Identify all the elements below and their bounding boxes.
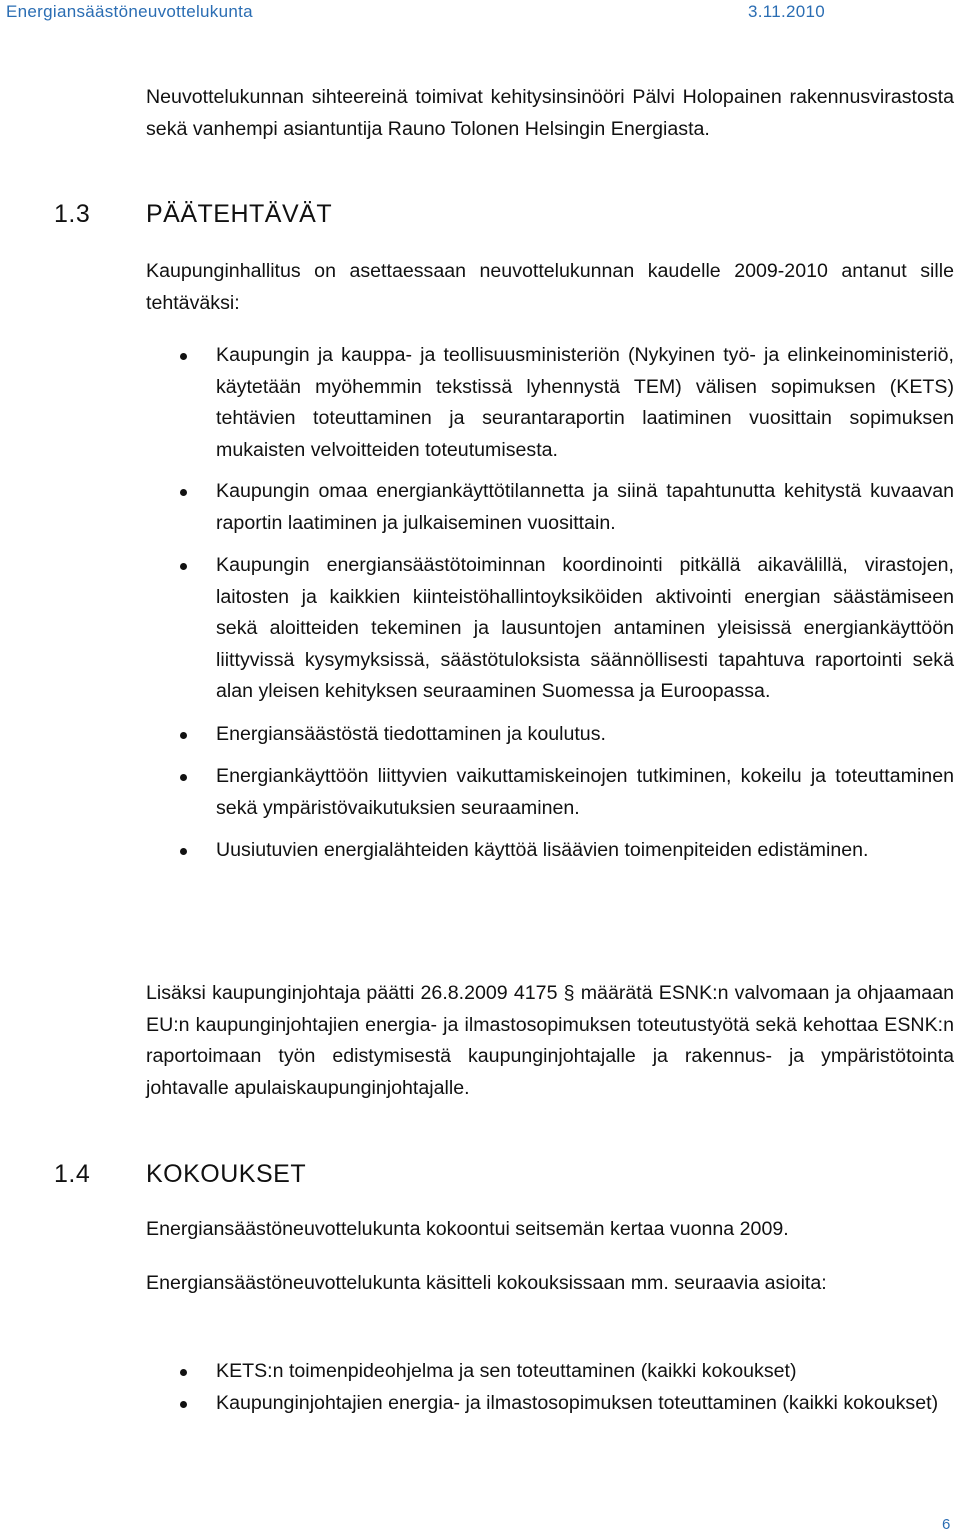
header-date: 3.11.2010	[748, 2, 826, 21]
section-1-3-lead-block	[146, 256, 954, 319]
list-item: Kaupunginjohtajien energia- ja ilmastosopimuksen toteuttaminen (kaikki kokoukset)	[146, 1388, 954, 1420]
list-item: Kaupungin ja kauppa- ja teollisuusministeriön (Nykyinen työ- ja elinkeinoministeriö, käytetään myöhemmin tekstissä lyhennystä TEM) välisen sopimuksen (KETS) tehtävien toteuttaminen ja seurantaraportin laatiminen vuosittain sopimuksen mukaisten velvoitteiden toteutumisesta.	[146, 340, 954, 466]
page-header	[0, 0, 960, 26]
meetings-list-block	[146, 1356, 954, 1419]
task-list-block	[146, 340, 954, 867]
meetings-list	[146, 1356, 954, 1419]
additional-paragraph: Lisäksi kaupunginjohtaja päätti 26.8.2009 4175 § määrätä ESNK:n valvomaan ja ohjaamaan EU:n kaupunginjohtajien energia- ja ilmastosopimuksen toteutustyötä sekä kehottaa ESNK:n raportoimaan työn edistymisestä kaupunginjohtajalle ja rakennus- ja ympäristötointa johtavalle apulaiskaupunginjohtajalle.	[146, 982, 954, 1099]
list-item: Energiankäyttöön liittyvien vaikuttamiskeinojen tutkiminen, kokeilu ja toteuttaminen sekä ympäristövaikutuksien seuraaminen.	[146, 761, 954, 824]
list-item: KETS:n toimenpideohjelma ja sen toteuttaminen (kaikki kokoukset)	[146, 1356, 954, 1388]
section-title: KOKOUKSET	[146, 1160, 307, 1188]
intro-paragraph: Neuvottelukunnan sihteereinä toimivat kehitysinsinööri Pälvi Holopainen rakennusvirastosta sekä vanhempi asiantuntija Rauno Tolonen Helsingin Energiasta.	[146, 86, 954, 140]
bullet-icon	[180, 732, 187, 739]
list-item: Energiansäästöstä tiedottaminen ja koulutus.	[146, 719, 954, 751]
meetings-paragraph-1: Energiansäästöneuvottelukunta kokoontui seitsemän kertaa vuonna 2009.	[146, 1218, 789, 1240]
list-item: Kaupungin energiansäästötoiminnan koordinointi pitkällä aikavälillä, virastojen, laitosten ja kaikkien kiinteistöhallintoyksiköiden aktivointi energian säästämiseen sekä aloitteiden tekeminen ja lausuntojen antaminen yleisissä energiankäyttöön liittyvissä kysymyksissä, säästötuloksista säännöllisesti tapahtuva raportointi sekä alan yleisen kehityksen seuraaminen Suomessa ja Euroopassa.	[146, 550, 954, 708]
section-number: 1.3	[54, 200, 91, 228]
section-title: PÄÄTEHTÄVÄT	[146, 200, 333, 228]
section-lead: Kaupunginhallitus on asettaessaan neuvottelukunnan kaudelle 2009-2010 antanut sille tehtäväksi:	[146, 260, 954, 314]
section-number: 1.4	[54, 1160, 91, 1188]
additional-block	[146, 978, 954, 1104]
page-number: 6	[942, 1516, 951, 1533]
section-heading-1-3	[54, 198, 332, 230]
bullet-icon	[180, 848, 187, 855]
section-heading-1-4	[54, 1158, 306, 1190]
meetings-paragraph-1-block	[146, 1214, 954, 1246]
bullet-icon	[180, 489, 187, 496]
header-organization: Energiansäästöneuvottelukunta	[6, 2, 253, 21]
task-list	[146, 340, 954, 867]
bullet-icon	[180, 774, 187, 781]
meetings-paragraph-2: Energiansäästöneuvottelukunta käsitteli kokouksissaan mm. seuraavia asioita:	[146, 1272, 827, 1294]
intro-block	[146, 82, 954, 145]
meetings-paragraph-2-block	[146, 1268, 954, 1300]
bullet-icon	[180, 1369, 187, 1376]
bullet-icon	[180, 353, 187, 360]
bullet-icon	[180, 1401, 187, 1408]
list-item: Uusiutuvien energialähteiden käyttöä lisäävien toimenpiteiden edistäminen.	[146, 835, 954, 867]
bullet-icon	[180, 563, 187, 570]
list-item: Kaupungin omaa energiankäyttötilannetta ja siinä tapahtunutta kehitystä kuvaavan raportin laatiminen ja julkaiseminen vuosittain.	[146, 476, 954, 539]
